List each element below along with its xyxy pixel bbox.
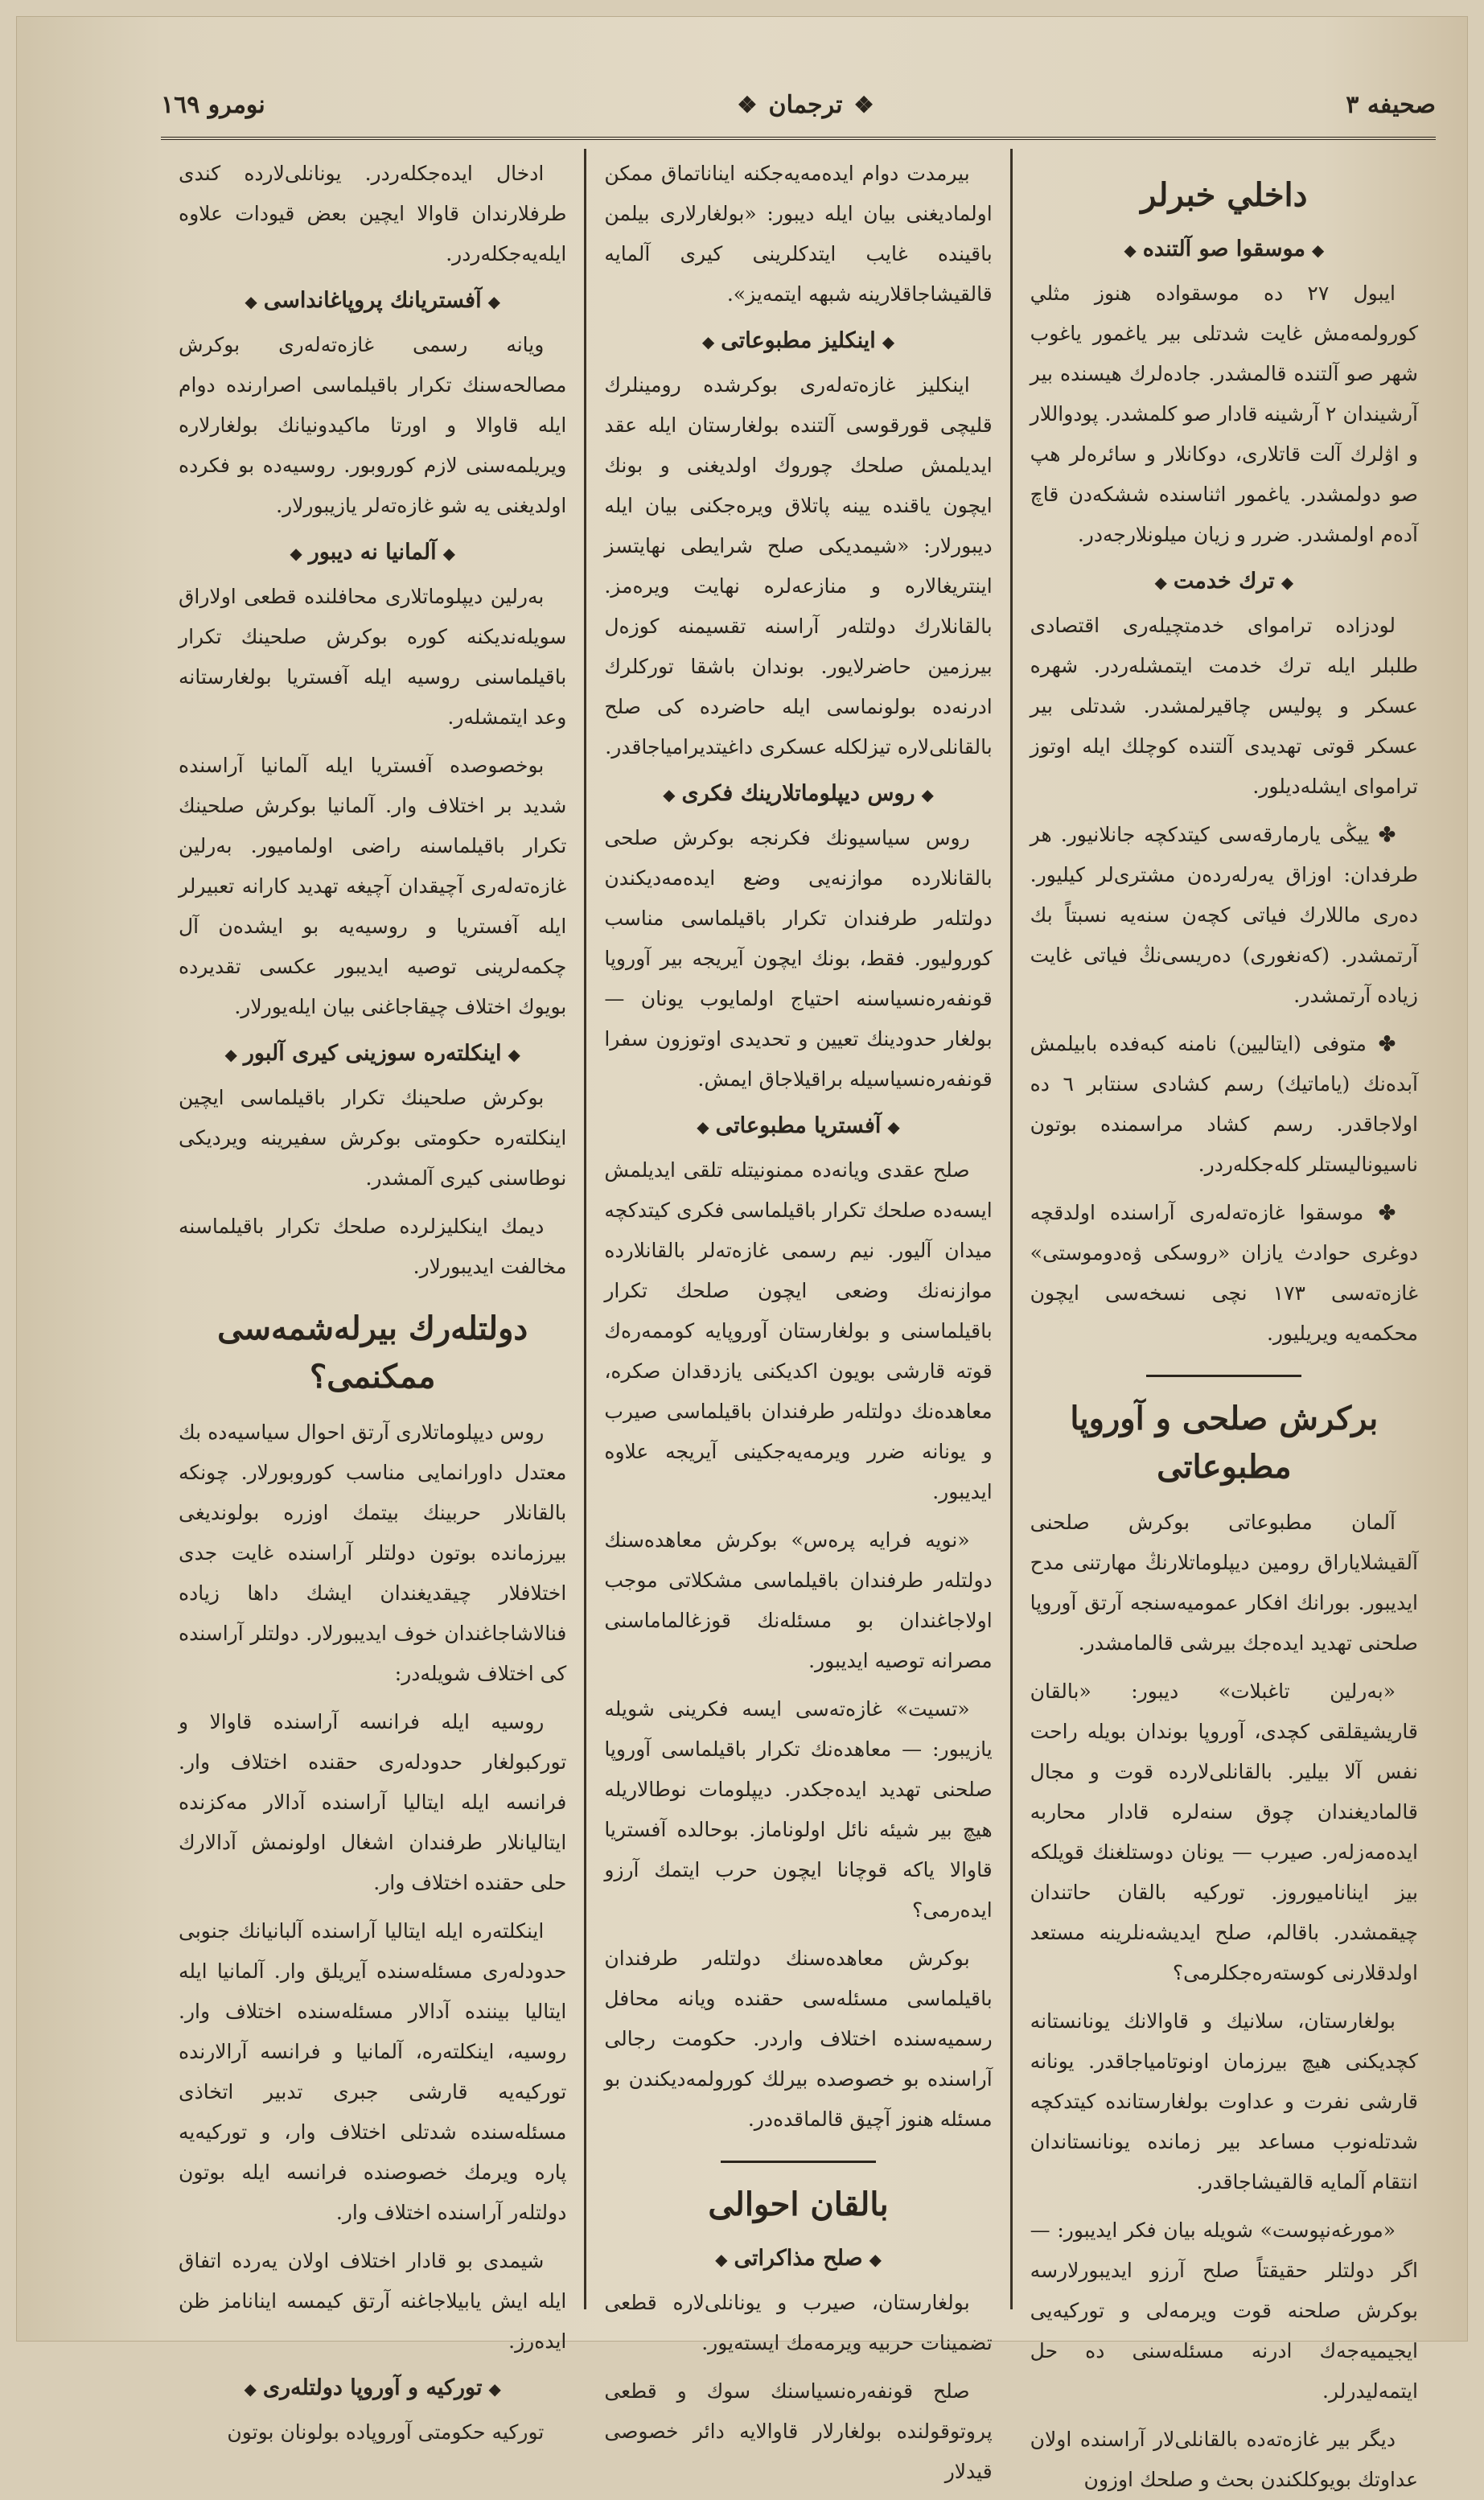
paragraph: بوكرش معاهدەسنك دولتلەر طرفندان باقيلماسى مسئلەسى حقنده ويانه محافل رسميەسنده اختلاف واردر. حكومت رجالى آراسنده بو خصوصده بيرلك كورولمەديكندن بو مسئله هنوز آچيق قالماقدەدر.	[604, 1947, 993, 2131]
paragraph: شيمدى بو قادار اختلاف اولان يەرده اتفاق ايله ايش يابيلاجاغنه آرتق كيمسه اينانامز ظن ايدەرز.	[179, 2249, 567, 2353]
diamond-icon: ◆	[697, 1117, 709, 1137]
paragraph: روس ديپلوماتلارى آرتق احوال سياسيەده بك معتدل داورانمايى مناسب كوروبورلار. چونكه بالقانلار حربينك بيتمك اوزره بولونديغى بيرزمانده بوتون دولتلر آراسنده غايت جدى اختلافلار چيقديغندان ايشك داها زياده فنالاشاجاغندان خوف ايديبورلار. دولتلر آراسنده كى اختلاف شويلەدر:	[179, 1421, 567, 1685]
article-title: بركرش صلحى و آوروپا مطبوعاتى	[1070, 1400, 1379, 1486]
diamond-icon: ◆	[442, 544, 456, 563]
paragraph: بوخصوصده آفستريا ايله آلمانيا آراسنده شديد بر اختلاف وار. آلمانيا بوكرش صلحينك تكرار باقيلماسنه راضى اولماميور. بەرلين غازەتەلەرى آچيقدان آچيغه تهديد كارانه تعبيرلر ايله آفستريا و روسيەيه بو ايشدەن آل چكمەلرينى توصيه ايديبور عكسى تقديرده بويوك اختلاف چيقاجاغنى بيان ايلەيورلار.	[179, 754, 567, 1018]
paragraph: روس سياسيونك فكرنجه بوكرش صلحى بالقانلارده موازنەيى وضع ايدەمەديكندن دولتلەر طرفندان تكرار باقيلماسى مناسب كوروليور. فقط، بونك ايچون آيريجه بير آوروپا قونفەرەنسياسنه احتياج اولمايوب يونان — بولغار حدودينك تعيين و تحديدى اوتوزون سفرا قونفەرەنسياسيله براقيلاجاق ايمش.	[604, 826, 993, 1091]
columns	[161, 149, 1436, 2491]
section-title: بالقان احوالى	[708, 2185, 889, 2223]
diamond-icon: ◆	[245, 292, 257, 311]
paragraph: ✤ موسقوا غازەتەلەرى آراسنده اولدقچه دوغرى حوادث يازان «روسكى ۋەدوموستى» غازەتەسى ١٧٣ نچى نسخەسى ايچون محكمەيه ويريليور.	[1030, 1201, 1418, 1345]
diamond-icon: ◆	[715, 2250, 728, 2269]
section-title: داخلي خبرلر	[1141, 176, 1308, 214]
paragraph: صلح قونفەرەنسياسنك سوك و قطعى پروتوقولنده بولغارلار قاوالايه دائر خصوصى قيدلار	[604, 2379, 993, 2483]
subheading: ◆آلمانيا نه ديبور◆	[179, 534, 566, 572]
subheading: ◆اينكليز مطبوعاتى◆	[604, 323, 992, 360]
paragraph: آلمان مطبوعاتى بوكرش صلحنى آلقيشلاياراق رومين ديپلوماتلارنڭ مهارتنى مدح ايديبور. بورانك افكار عموميەسنجه آرتق آوروپا صلحنى تهديد ايدەجك بيرشى قالمامشدر.	[1030, 1511, 1418, 1655]
ornament-icon: ❖	[853, 91, 874, 118]
paragraph: بولغارستان، سلانيك و قاوالانك يونانستانه كچديكنى هيچ بيرزمان اونوتامياجاقدر. يونانه قارشى نفرت و عداوت بولغارستانده كيتدكچه شدتلەنوب مساعد بير زمانده يونانستاندان انتقام آلمايه قالقيشاجاقدر.	[1030, 2009, 1418, 2194]
subheading: ◆موسقوا صو آلتنده◆	[1030, 231, 1418, 269]
paragraph: بولغارستان، صيرب و يونانلى‌لاره قطعى تضمينات حربيه ويرمەمك ايستەيور.	[604, 2291, 993, 2354]
paragraph: ادخال ايدەجكلەردر. يونانلى‌لارده كندى طرفلارندان قاوالا ايچين بعض قيودات علاوه ايلەيەجكلەردر.	[179, 162, 567, 265]
paragraph: ديگر بير غازەتەده بالقانلى‌لار آراسنده اولان عداوتك بويوكلكندن بحث و صلحك اوزون	[1030, 2428, 1418, 2491]
diamond-icon: ◆	[869, 2250, 882, 2269]
subheading: ◆روس ديپلوماتلارينك فكرى◆	[604, 775, 992, 813]
paper-title-block	[737, 91, 874, 119]
newspaper-page	[16, 16, 1468, 2491]
paragraph: «بەرلين تاغبلات» ديبور: «بالقان قاريشيقلقى كچدى، آوروپا بوندان بويله راحت نفس آلا بيلير. بالقانلى‌لارده قوت و مجال قالماديغندان چوق سنەلره قادار محاربه ايدەمەزلەر. صيرب — يونان دوستلغنك قويلكه بيز ايناناميوروز. توركيه بالقان حاتندان چيقمشدر. باقالم، صلح ايديشەنلرينه مستعد اولدقلارنى كوستەرەجكلرمى؟	[1030, 1680, 1418, 1984]
bullet-icon: ✤	[1366, 1032, 1396, 1055]
column-right	[1013, 149, 1436, 2491]
masthead	[161, 72, 1436, 137]
diamond-icon: ◆	[487, 292, 500, 311]
subheading: ◆توركيه و آوروپا دولتلەرى◆	[179, 2370, 566, 2407]
paragraph: ويانه رسمى غازەتەلەرى بوكرش مصالحەسنك تكرار باقيلماسى اصرارنده دوام ايله قاوالا و اورتا ماكيدونيانك بولغارلاره ويريلمەسنى لازم كوروبور. روسيەده بو فكرده اولديغنى يه شو غازەتەلر يازيبورلار.	[179, 333, 567, 517]
diamond-icon: ◆	[921, 785, 934, 804]
paragraph: ديمك اينكليزلرده صلحك تكرار باقيلماسنه مخالفت ايديبورلار.	[179, 1215, 567, 1278]
diamond-icon: ◆	[1154, 573, 1167, 592]
paragraph: ✤ متوفى (ايتاليين) نامنه كبەفده بابيلمش آبدەنك (ياماتيك) رسم كشادى سنتابر ٦ ده اولاجاقدر. رسم كشاد مراسمنده بوتون ناسيوناليستلر كلەجكلەردر.	[1030, 1032, 1418, 1176]
paragraph: بيرمدت دوام ايدەمەيه‌جكنه ايناناتماق ممكن اولماديغنى بيان ايله ديبور: «بولغارلارى بيلمن باقيندە غايب ايتدكلرينى كيرى آلمايه قالقيشاجاقلارينه شبهه ايتمەيز».	[604, 162, 993, 306]
bullet-icon: ✤	[1369, 823, 1396, 846]
paragraph: بەرلين ديپلوماتلارى محافلنده قطعى اولاراق سويلەنديكنه كوره بوكرش صلحينك تكرار باقيلماسنى روسيه ايله آفستريا بولغارستانه وعد ايتمشلەر.	[179, 585, 567, 729]
subheading: ◆صلح مذاكراتى◆	[604, 2240, 992, 2278]
paragraph: اينكلتەره ايله ايتاليا آراسنده آلبانيانك جنوبى حدودلەرى مسئلەسنده آيريلق وار. آلمانيا ايله ايتاليا بيننده آدالار مسئلەسنده اختلاف وار. روسيه، اينكلتەره، آلمانيا و فرانسه آرالارنده توركيەيه قارشى جبرى تدبير اتخاذى مسئلەسنده شدتلى اختلاف وار، و توركيەيه پاره ويرمك خصوصنده فرانسه ايله بوتون دولتلەر آراسنده اختلاف وار.	[179, 1919, 567, 2224]
diamond-icon: ◆	[1124, 241, 1137, 260]
paragraph: لودزاده ترامواى خدمتچيلەرى اقتصادى طلبلر ايله ترك خدمت ايتمشلەردر. شهره عسكر و پوليس چاقيرلمشدر. شدتلى بير عسكر قوتى تهديدى آلتنده كوچلك ايله اوتوز ترامواى ايشلەديلور.	[1030, 614, 1418, 798]
diamond-icon: ◆	[224, 1045, 237, 1064]
diamond-icon: ◆	[1281, 573, 1294, 592]
diamond-icon: ◆	[1311, 241, 1325, 260]
page-number-label: صحيفه ٣	[1346, 90, 1436, 119]
article-title: دولتلەرك بيرلەشمەسى ممكنمى؟	[217, 1310, 528, 1396]
subheading: ◆آفستريانك پروپاغانداسى◆	[179, 282, 566, 320]
paragraph: توركيه حكومتى آوروپاده بولونان بوتون	[227, 2420, 545, 2444]
paragraph: ✤ ييڭى يارمارقەسى كيتدكچه جانلانيور. هر طرفدان: اوزاق يەرلەردەن مشترى‌لر كيليور. دەرى ماللارك فياتى كچەن سنەيه نسبتاً بك آرتمشدر. (كەنغورى) دەريسى‌نڭ فياتى غايت زياده آرتمشدر.	[1030, 823, 1418, 1007]
diamond-icon: ◆	[290, 544, 302, 563]
paragraph: «مورغەنپوست» شويله بيان فكر ايديبور: — اگر دولتلر حقيقتاً صلح آرزو ايديبورلارسه بوكرش صلحنه قوت ويرمەلى و توركيەيى ايجيميەجەك ادرنه مسئلەسنى ده حل ايتمەليدرلر.	[1030, 2218, 1418, 2403]
ornament-icon: ❖	[737, 91, 758, 118]
diamond-icon: ◆	[701, 332, 715, 352]
section-divider	[721, 2161, 876, 2163]
paragraph: «تسيت» غازەتەسى ايسه فكرينى شويله يازيبور: — معاهدەنك تكرار باقيلماسى آوروپا صلحنى تهديد ايدەجكدر. ديپلومات نوطالاريله هيچ بير شيئه نائل اولوناماز. بوحالده آفستريا قاوالا ياكه قوچانا ايچون حرب ايتمك آرزو ايدەرمى؟	[604, 1697, 993, 1922]
paragraph: صلح عقدى ويانەده ممنونيتله تلقى ايديلمش ايسەده صلحك تكرار باقيلماسى فكرى كيتدكچه ميدان آليور. نيم رسمى غازەتەلر بالقانلارده موازنەنك وضعى ايچون صلحك تكرار باقيلماسنى و بولغارستان آوروپايه كوممەرەك قوته قارشى بويون اكديكنى يازدقدان صكره، معاهدەنك دولتلەر طرفندان باقيلماسى صيرب و يونانه ضرر ويرمەيەجكينى آيريجه علاوه ايديبور.	[604, 1158, 993, 1503]
header-rule	[161, 137, 1436, 140]
diamond-icon: ◆	[508, 1045, 520, 1064]
column-left	[161, 149, 586, 2444]
bullet-icon: ✤	[1363, 1201, 1396, 1224]
paragraph: روسيه ايله فرانسه آراسنده قاوالا و توركبولغار حدودلەرى حقنده اختلاف وار. فرانسه ايله ايتاليا آراسنده آدالار مەكزنده ايتاليانلار طرفندان اشغال اولونمش آدالارك حلى حقنده اختلاف وار.	[179, 1710, 567, 1894]
diamond-icon: ◆	[663, 785, 676, 804]
issue-number-label: نومرو ١٦٩	[161, 90, 265, 119]
section-divider	[1146, 1375, 1301, 1377]
diamond-icon: ◆	[887, 1117, 900, 1137]
paragraph: اينكليز غازەتەلەرى بوكرشده رومينلرك قليچى قورقوسى آلتنده بولغارستان ايله عقد ايديلمش صلحك چوروك اولديغنى و بونك ايچون ياقنده يينه پاتلاق ويرەجكنى بيان ايله ديبورلار: «شيمديكى صلح شرايطى نهايتسز اينتريغالاره و منازعەلره نهايت ويرەمز. بالقانلارك دولتلەر آراسنه تقسيمنه كوزەل بيرزمين حاضرلايور. بوندان باشقا توركلرك ادرنەده بولونماسى ايله حاضرده كى صلح بالقانلى‌لاره تيزلكله عسكرى داغيتديرامياجاقدر.	[604, 373, 993, 759]
column-middle	[586, 149, 1012, 2483]
subheading: ◆آفستريا مطبوعاتى◆	[604, 1108, 992, 1145]
diamond-icon: ◆	[244, 2379, 257, 2399]
subheading: ◆اينكلتەره سوزينى كيرى آلبور◆	[179, 1035, 566, 1073]
subheading: ◆ترك خدمت◆	[1030, 563, 1418, 601]
paper-name: ترجمان	[768, 90, 843, 119]
paragraph: «نويه فرايه پرەس» بوكرش معاهدەسنك دولتلەر طرفندان باقيلماسى مشكلاتى موجب اولاجاغندان بو مسئلەنك قوزغالماماسنى مصرانه توصيه ايديبور.	[604, 1528, 993, 1672]
diamond-icon: ◆	[488, 2379, 501, 2399]
paragraph: ايبول ٢٧ ده موسقواده هنوز مثلي كورولمەمش غايت شدتلى بير ياغمور ياغوب شهر صو آلتنده قالمشدر. جادەلرك هيسنده بير آرشيندان ٢ آرشينه قادار صو كلمشدر. پودواللار و اۋلرك آلت قاتلارى، دوكانلار و سائرەلر هپ صو دولمشدر. ياغمور اثناسنده ششكەدن قاچ آدەم اولمشدر. ضرر و زيان ميلونلارجەدر.	[1030, 282, 1418, 546]
diamond-icon: ◆	[882, 332, 895, 352]
paragraph: بوكرش صلحينك تكرار باقيلماسى ايچين اينكلتەره حكومتى بوكرش سفيرينه ويرديكى نوطاسنى كيرى آلمشدر.	[179, 1086, 567, 1190]
